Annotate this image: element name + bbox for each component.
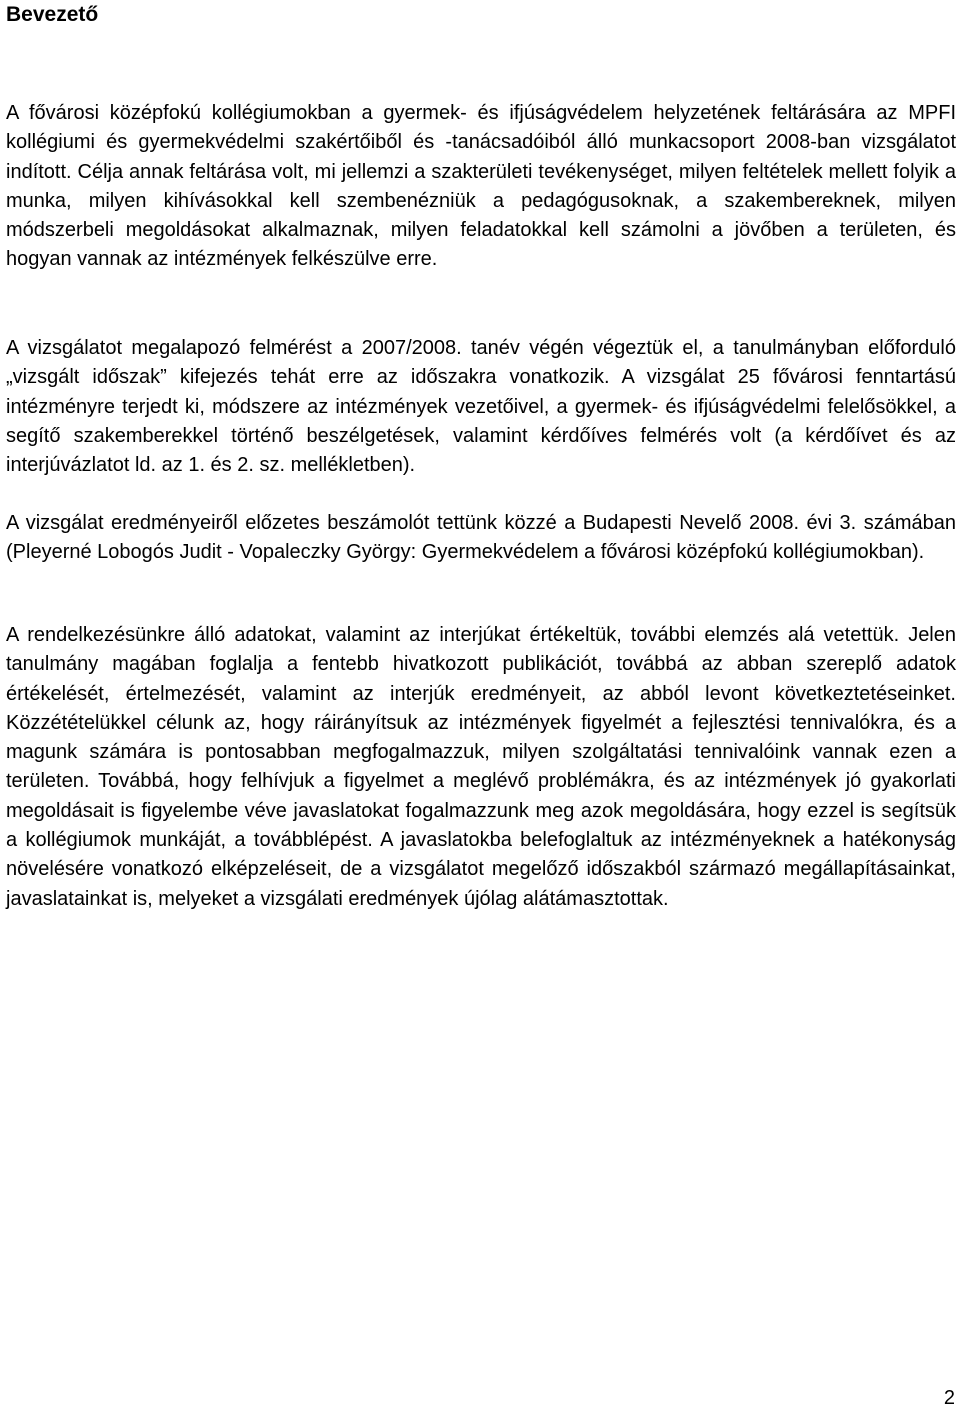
paragraph-intro: A fővárosi középfokú kollégiumokban a gyermek- és ifjúságvédelem helyzetének feltárására az MPFI kollégiumi és gyermekvédelmi szakértőiből és -tanácsadóiból álló munkacsoport 2008-ban vizsgálatot indított. Célja annak feltárása volt, mi jellemzi a szakterületi tevékenységet, milyen feltételek mellett folyik a munka, milyen kihívásokkal kell szembenézniük a pedagógusoknak, a szakembereknek, milyen módszerbeli megoldásokat alkalmaznak, milyen feladatokkal kell számolni a jövőben a területen, és hogyan vannak az intézmények felkészülve erre.: [6, 102, 956, 271]
page-number: 2: [943, 1387, 955, 1409]
paragraph-study-goals: A rendelkezésünkre álló adatokat, valamint az interjúkat értékeltük, további elemzés alá vetettük. Jelen tanulmány magában foglalja a fentebb hivatkozott publikációt, továbbá az abban szereplő adatok értékelését, értelmezését, valamint az interjúk eredményeit, az abból levont következtetéseinket. Közzétételükkel célunk az, hogy ráirányítsuk az intézmények figyelmét a fejlesztési tennivalókra, és a magunk számára is pontosabban megfogalmazzuk, milyen szolgáltatási tennivalóink vannak ezen a területen. Továbbá, hogy felhívjuk a figyelmet a meglévő problémákra, és az intézmények jó gyakorlati megoldásait is figyelembe véve javaslatokat fogalmazzunk meg azok megoldására, hogy ezzel is segítsük a kollégiumok munkáját, a továbblépést. A javaslatokba belefoglaltuk az intézményeknek a hatékonyság növelésére vonatkozó elképzeléseit, de a vizsgálatot megelőző időszakból származó megállapításainkat, javaslatainkat is, melyeket a vizsgálati eredmények újólag alátámasztottak.: [6, 624, 956, 910]
paragraph-preliminary-report: A vizsgálat eredményeiről előzetes beszámolót tettünk közzé a Budapesti Nevelő 2008. évi 3. számában (Pleyerné Lobogós Judit - Vopaleczky György: Gyermekvédelem a fővárosi középfokú kollégiumokban).: [6, 512, 956, 564]
paragraph-survey: A vizsgálatot megalapozó felmérést a 2007/2008. tanév végén végeztük el, a tanulmányban előforduló „vizsgált időszak” kifejezés tehát erre az időszakra vonatkozik. A vizsgálat 25 fővárosi fenntartású intézményre terjedt ki, módszere az intézmények vezetőivel, a gyermek- és ifjúságvédelmi felelősökkel, a segítő szakemberekkel történő beszélgetések, valamint kérdőíves felmérés volt (a kérdőívet és az interjúvázlatot ld. az 1. és 2. sz. mellékletben).: [6, 337, 956, 477]
section-heading: Bevezető: [6, 3, 99, 26]
